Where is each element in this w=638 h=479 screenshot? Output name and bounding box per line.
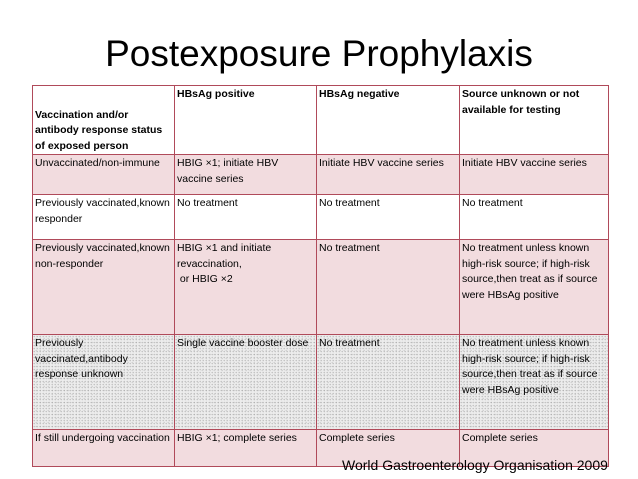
table-row	[33, 335, 609, 430]
table-cell: Single vaccine booster dose	[175, 335, 317, 430]
table-cell: Complete series	[317, 430, 460, 467]
table-cell: Complete series	[460, 430, 609, 467]
header-cell: Vaccination and/or antibody response status of exposed person	[33, 86, 175, 155]
table-cell: No treatment unless known high-risk source; if high-risk source,then treat as if source were HBsAg positive	[460, 335, 609, 430]
header-cell: HBsAg negative	[317, 86, 460, 155]
table-cell: Previously vaccinated,known responder	[33, 195, 175, 240]
table-cell: Unvaccinated/non-immune	[33, 155, 175, 195]
slide-title: Postexposure Prophylaxis	[105, 33, 533, 74]
table-cell: If still undergoing vaccination	[33, 430, 175, 467]
table-cell: No treatment	[460, 195, 609, 240]
table-row	[33, 240, 609, 335]
table-cell: No treatment unless known high-risk source; if high-risk source,then treat as if source were HBsAg positive	[460, 240, 609, 335]
prophylaxis-table	[32, 85, 609, 467]
table-cell: Initiate HBV vaccine series	[317, 155, 460, 195]
table-cell: No treatment	[317, 335, 460, 430]
table-cell: Initiate HBV vaccine series	[460, 155, 609, 195]
table-cell: Previously vaccinated,antibody response unknown	[33, 335, 175, 430]
table-cell: HBIG ×1; complete series	[175, 430, 317, 467]
table-cell: No treatment	[317, 240, 460, 335]
header-cell: HBsAg positive	[175, 86, 317, 155]
table-cell: HBIG ×1; initiate HBV vaccine series	[175, 155, 317, 195]
table-cell: No treatment	[317, 195, 460, 240]
table-row	[33, 195, 609, 240]
header-cell: Source unknown or not available for testing	[460, 86, 609, 155]
table-cell: Previously vaccinated,known non-responder	[33, 240, 175, 335]
table-cell: No treatment	[175, 195, 317, 240]
table-header-row	[33, 86, 609, 155]
source-citation: World Gastroenterology Organisation 2009	[342, 457, 608, 473]
table-cell: HBIG ×1 and initiate revaccination, or HBIG ×2	[175, 240, 317, 335]
table-row	[33, 155, 609, 195]
